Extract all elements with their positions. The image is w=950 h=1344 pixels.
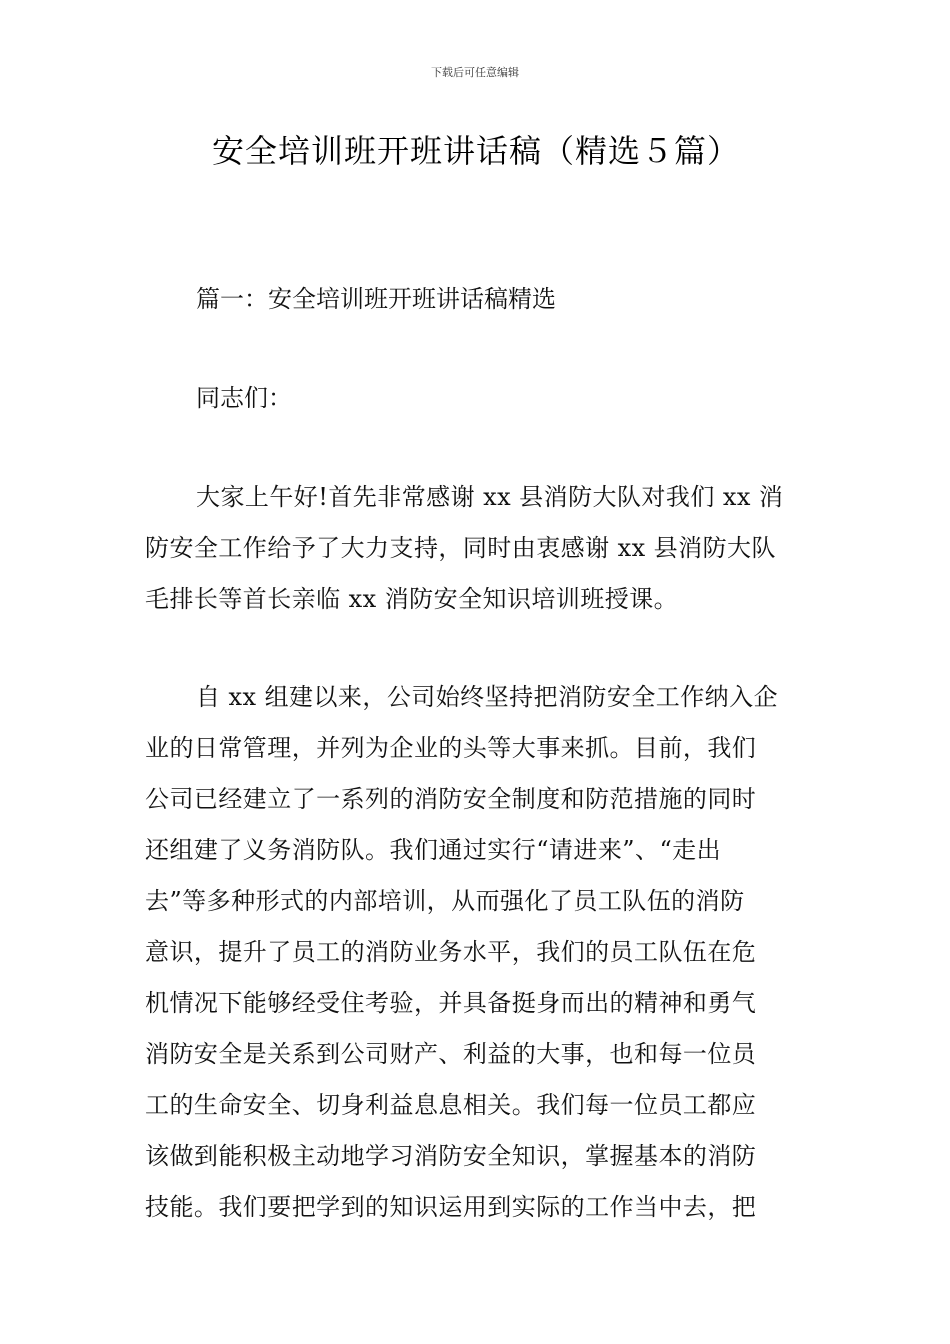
paragraph-line: 业的日常管理，并列为企业的头等大事来抓。目前，我们	[145, 734, 757, 762]
greeting: 同志们：	[196, 384, 292, 412]
paragraph-line: 公司已经建立了一系列的消防安全制度和防范措施的同时	[145, 785, 757, 813]
paragraph-line: 该做到能积极主动地学习消防安全知识，掌握基本的消防	[145, 1142, 757, 1170]
paragraph-line: 自 xx 组建以来，公司始终坚持把消防安全工作纳入企	[196, 683, 779, 711]
paragraph-line: 还组建了义务消防队。我们通过实行“请进来”、“走出	[145, 836, 722, 864]
paragraph-line: 毛排长等首长亲临 xx 消防安全知识培训班授课。	[145, 585, 679, 613]
paragraph-line: 意识，提升了员工的消防业务水平，我们的员工队伍在危	[145, 938, 757, 966]
document-title: 安全培训班开班讲话稿（精选５篇）	[211, 132, 740, 170]
header-note: 下载后可任意编辑	[431, 66, 519, 79]
paragraph-1	[145, 472, 805, 625]
paragraph-line: 机情况下能够经受住考验，并具备挺身而出的精神和勇气	[145, 989, 757, 1017]
paragraph-line: 去”等多种形式的内部培训，从而强化了员工队伍的消防	[145, 887, 745, 915]
paragraph-2	[145, 672, 805, 1233]
paragraph-line: 消防安全是关系到公司财产、利益的大事，也和每一位员	[145, 1040, 757, 1068]
paragraph-line: 技能。我们要把学到的知识运用到实际的工作当中去，把	[145, 1193, 757, 1221]
paragraph-line: 工的生命安全、切身利益息息相关。我们每一位员工都应	[145, 1091, 757, 1119]
paragraph-line: 防安全工作给予了大力支持，同时由衷感谢 xx 县消防大队	[145, 534, 776, 562]
section-heading: 篇一：安全培训班开班讲话稿精选	[196, 285, 556, 313]
paragraph-line: 大家上午好!首先非常感谢 xx 县消防大队对我们 xx 消	[196, 483, 784, 511]
